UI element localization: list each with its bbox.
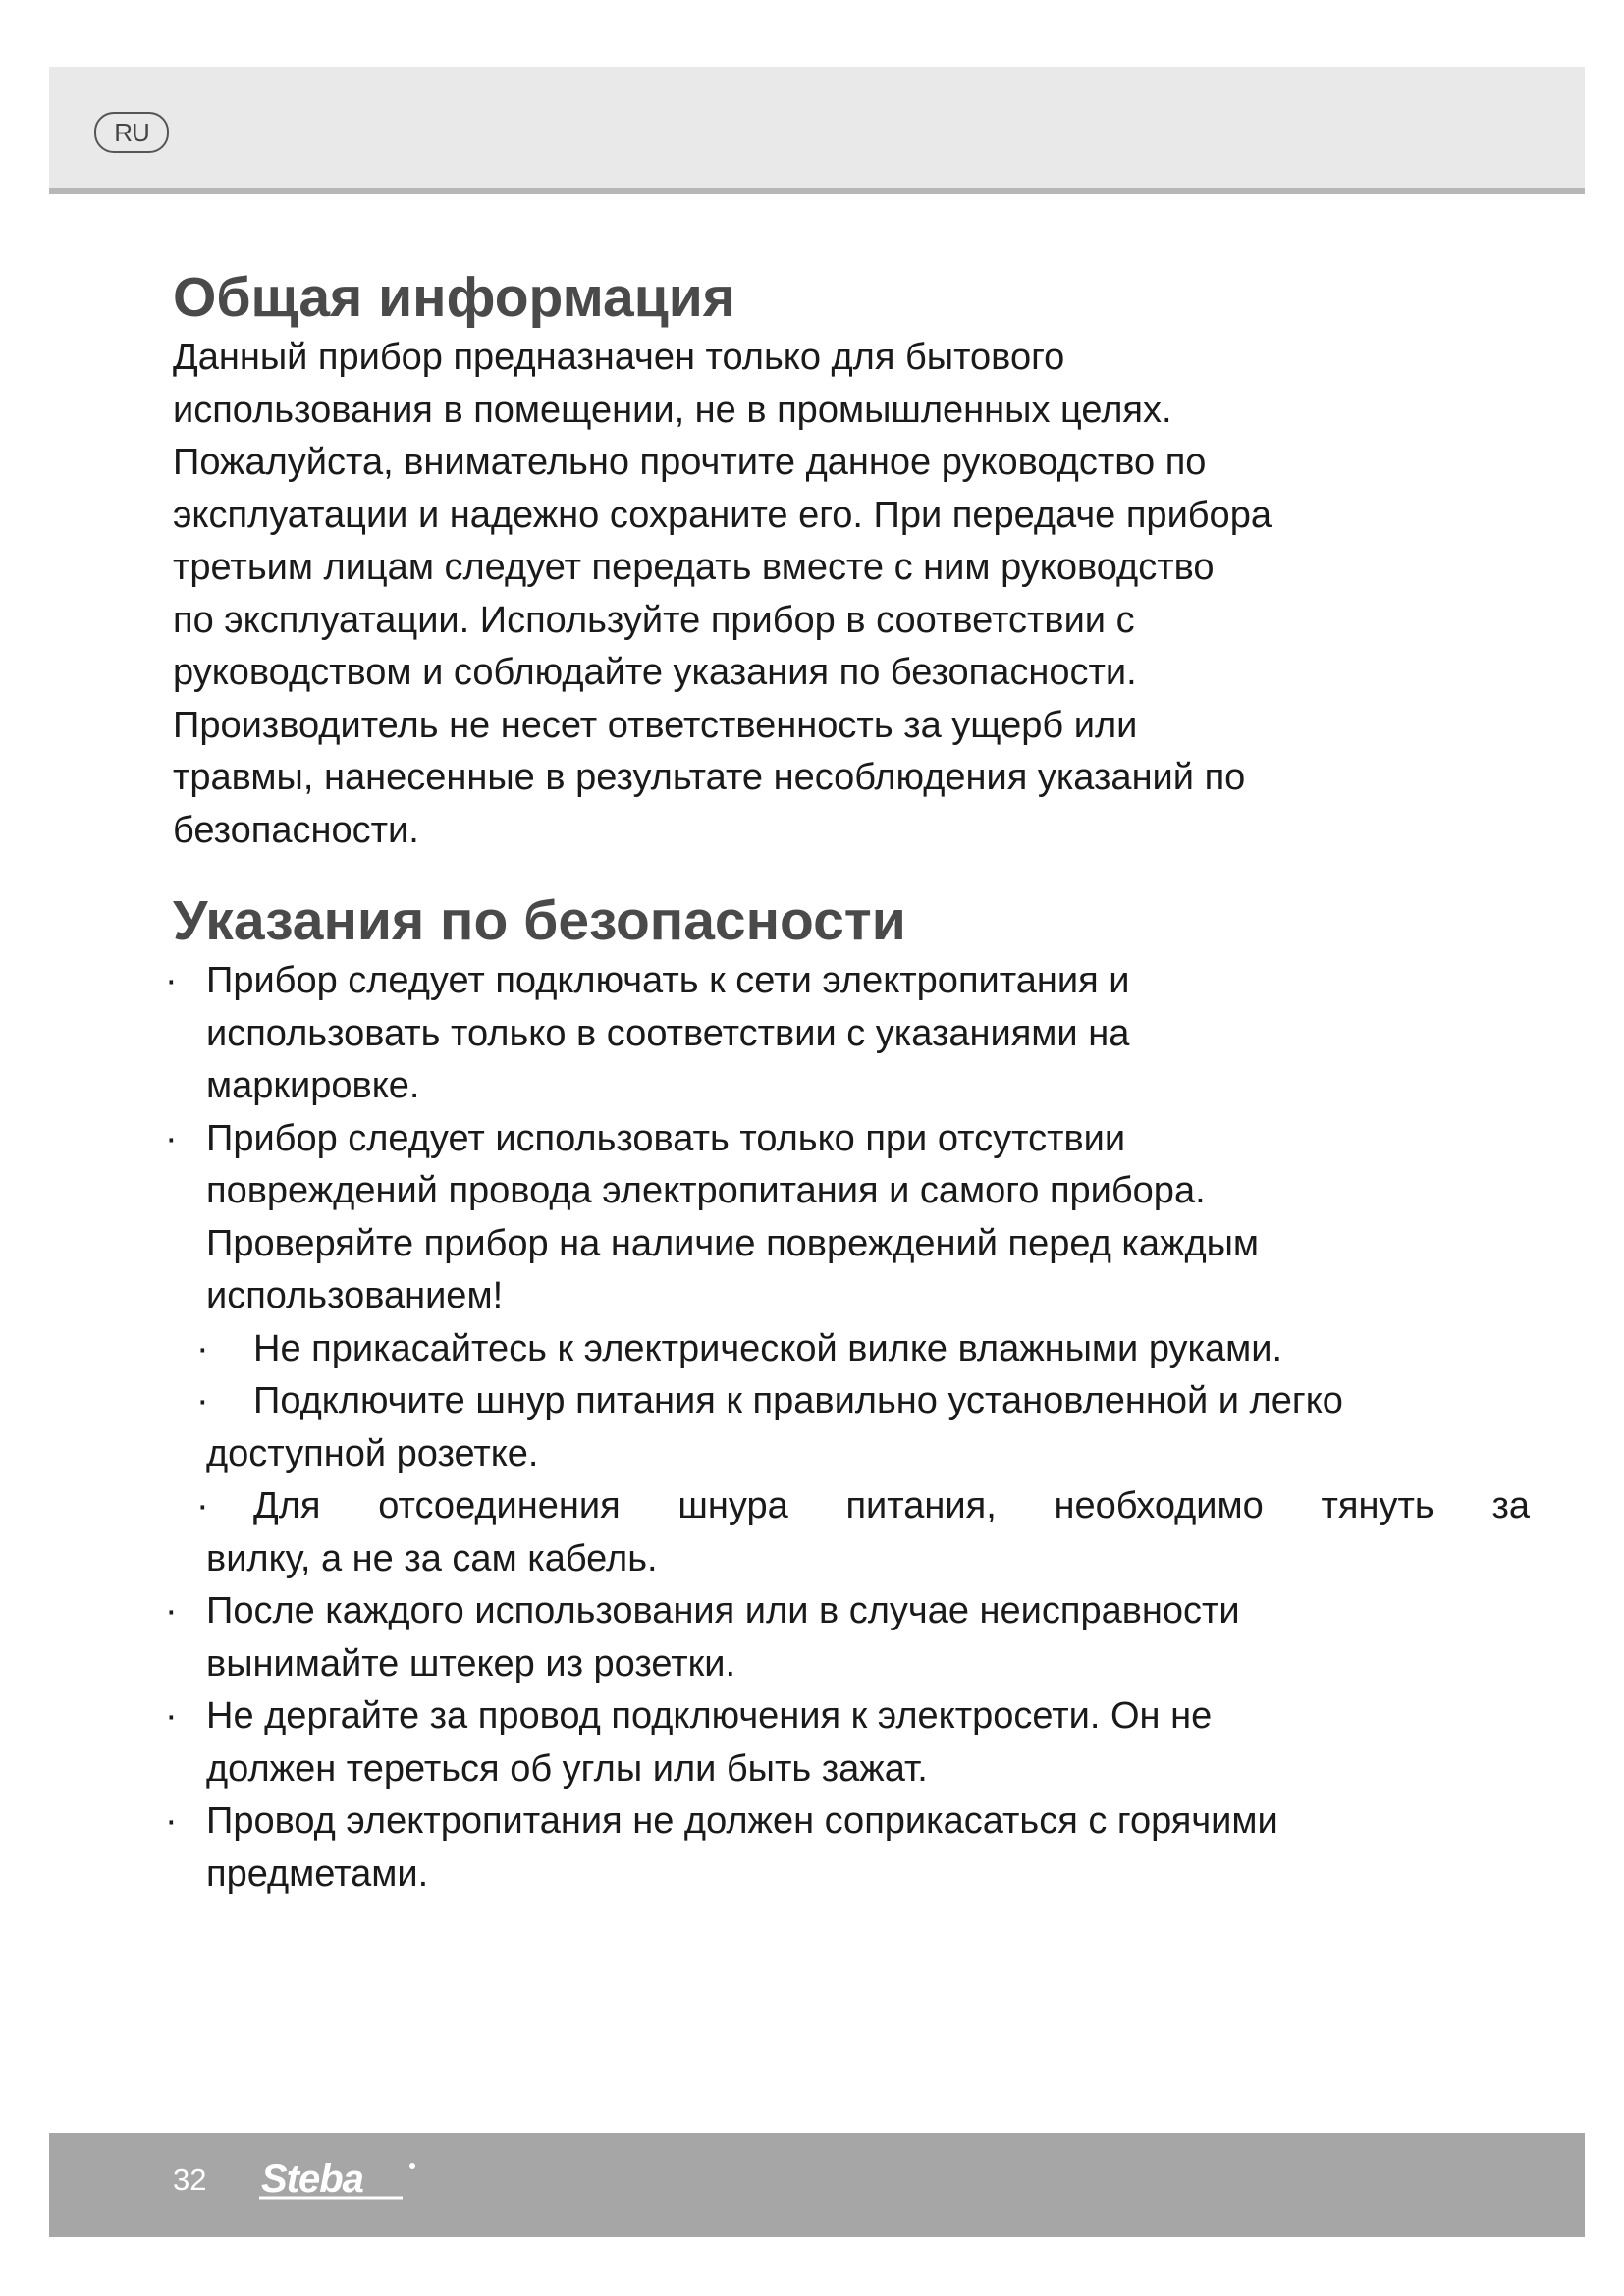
paragraph-line: третьим лицам следует передать вместе с ним руководство [173,547,1215,588]
list-item-line: Для отсоединения шнура питания, необходимо тянуть за [253,1485,1530,1526]
page-content [165,263,1547,1900]
language-badge: RU [94,112,169,153]
paragraph-line: эксплуатации и надежно сохраните его. При передаче прибора [173,494,1272,536]
bullet-marker: · [196,1327,209,1369]
section-title-safety: Указания по безопасности [173,889,906,952]
bullet-marker: · [196,1485,209,1526]
bullet-marker: · [165,1117,178,1159]
list-item-line: использованием! [206,1275,504,1316]
list-item-line: маркировке. [206,1065,420,1106]
list-item-line: Прибор следует использовать только при отсутствии [206,1117,1126,1159]
bullet-marker: · [165,1800,178,1842]
paragraph-line: Производитель не несет ответственность за ущерб или [173,704,1138,746]
list-item [165,1690,1547,1795]
list-item-line: должен тереться об углы или быть зажат. [206,1747,928,1789]
list-item-line: Подключите шнур питания к правильно установленной и легко [253,1380,1343,1421]
general-info-paragraph [173,332,1547,857]
paragraph-line: Данный прибор предназначен только для бытового [173,337,1065,378]
svg-text:Steba: Steba [261,2158,363,2201]
paragraph-line: руководством и соблюдайте указания по безопасности. [173,652,1137,693]
list-item-line: Проверяйте прибор на наличие повреждений перед каждым [206,1222,1260,1264]
list-item-line: вилку, а не за сам кабель. [206,1537,658,1579]
list-item [173,1323,1547,1376]
list-item-line: доступной розетке. [206,1432,539,1474]
list-item-line: повреждений провода электропитания и самого прибора. [206,1170,1206,1211]
list-item [173,1480,1547,1585]
list-item-line: После каждого использования или в случае неисправности [206,1590,1240,1631]
list-item-line: Провод электропитания не должен соприкасаться с горячими [206,1800,1278,1842]
bullet-marker: · [165,1695,178,1736]
paragraph-line: безопасности. [173,809,419,851]
paragraph-line: использования в помещении, не в промышленных целях. [173,389,1172,431]
list-item [165,1795,1547,1900]
list-item-line: Не дергайте за провод подключения к электросети. Он не [206,1695,1213,1736]
bullet-marker: · [165,1590,178,1631]
list-item-line: Прибор следует подключать к сети электропитания и [206,960,1130,1001]
bullet-marker: · [165,960,178,1001]
paragraph-line: по эксплуатации. Используйте прибор в соответствии с [173,599,1135,641]
list-item-line: предметами. [206,1852,429,1895]
list-item-line: использовать только в соответствии с указаниями на [206,1012,1130,1054]
steba-logo [255,2153,471,2212]
paragraph-line: Пожалуйста, внимательно прочтите данное руководство по [173,442,1207,483]
header-bar [49,67,1585,194]
list-item [165,1585,1547,1690]
page-number: 32 [173,2163,207,2197]
list-item-line: вынимайте штекер из розетки. [206,1642,736,1684]
list-item-line: Не прикасайтесь к электрической вилке влажными руками. [253,1327,1283,1369]
list-item [165,1113,1547,1323]
section-title-general-info: Общая информация [173,266,736,329]
paragraph-line: травмы, нанесенные в результате несоблюдения указаний по [173,757,1246,798]
list-item [165,955,1547,1113]
list-item [173,1375,1547,1480]
safety-list [165,955,1547,1900]
bullet-marker: · [196,1380,209,1421]
footer-bar [49,2133,1585,2237]
